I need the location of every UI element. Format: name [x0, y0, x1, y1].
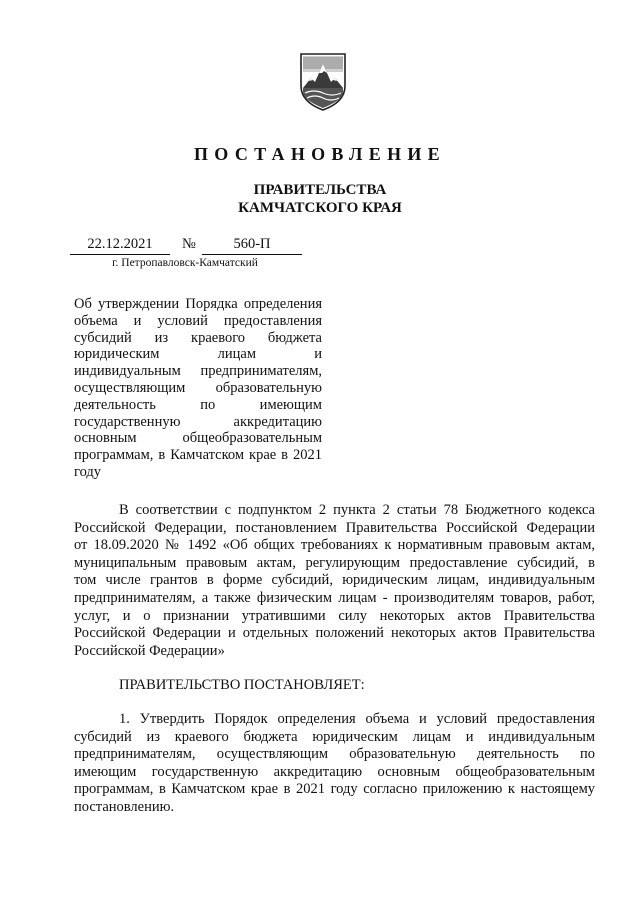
item-1-paragraph — [74, 711, 595, 817]
authority-line-1: ПРАВИТЕЛЬСТВА — [253, 182, 387, 198]
authority-line-2: КАМЧАТСКОГО КРАЯ — [238, 200, 402, 216]
resolution-heading: ПРАВИТЕЛЬСТВО ПОСТАНОВЛЯЕТ: — [119, 677, 365, 693]
preamble-paragraph — [74, 502, 595, 660]
preamble-line: от 18.09.2020 № 1492 «Об общих требованиях к нормативным правовым актам, — [74, 537, 595, 554]
preamble-line: Российской Федерации» — [74, 642, 225, 659]
title-line: деятельность по имеющим — [74, 396, 322, 413]
title-line: объема и условий предоставления — [74, 312, 322, 329]
title-line: осуществляющим образовательную — [74, 379, 322, 396]
title-line: субсидий из краевого бюджета — [74, 329, 322, 346]
preamble-line: услуг, и о признании утратившими силу некоторых актов Правительства — [74, 607, 595, 624]
preamble-line: В соответствии с подпунктом 2 пункта 2 статьи 78 Бюджетного кодекса — [119, 502, 595, 518]
title-line: программам, в Камчатском крае в 2021 — [74, 447, 322, 464]
item-1-line: субсидий из краевого бюджета юридическим лицам и индивидуальным — [74, 728, 595, 745]
document-city: г. Петропавловск-Камчатский — [112, 257, 258, 269]
document-subject-title — [74, 296, 322, 481]
issuing-authority — [0, 181, 640, 217]
preamble-line: предпринимателям, а также физическим лицам - производителям товаров, работ, — [74, 589, 595, 606]
item-1-line: имеющим государственную аккредитацию основным общеобразовательным — [74, 763, 595, 780]
preamble-line: Российской Федерации и отдельных положений некоторых актов Правительства — [74, 625, 595, 642]
item-1-line: постановлению. — [74, 798, 175, 815]
title-line: году — [74, 463, 102, 480]
document-date: 22.12.2021 — [70, 235, 170, 255]
item-1-line: 1. Утвердить Порядок определения объема и условий предоставления — [119, 711, 595, 727]
title-line: государственную аккредитацию — [74, 413, 322, 430]
title-line: юридическим лицам и — [74, 346, 322, 363]
title-line: индивидуальным предпринимателям, — [74, 363, 322, 380]
item-1-line: предпринимателям, осуществляющим образовательную деятельность по — [74, 746, 595, 763]
title-line: Об утверждении Порядка определения — [74, 296, 322, 312]
number-sign: № — [182, 236, 196, 252]
preamble-line: муниципальным правовым актам, регулирующим предоставление субсидий, в — [74, 554, 595, 571]
item-1-line: программам, в Камчатском крае в 2021 году согласно приложению к настоящему — [74, 781, 595, 798]
preamble-line: Российской Федерации, постановлением Правительства Российской Федерации — [74, 519, 595, 536]
preamble-line: том числе грантов в форме субсидий, юридическим лицам, индивидуальным — [74, 572, 595, 589]
document-type-title: ПОСТАНОВЛЕНИЕ — [194, 144, 446, 164]
kamchatka-coat-of-arms-icon — [299, 52, 347, 112]
document-number: 560-П — [202, 235, 302, 255]
title-line: основным общеобразовательным — [74, 430, 322, 447]
